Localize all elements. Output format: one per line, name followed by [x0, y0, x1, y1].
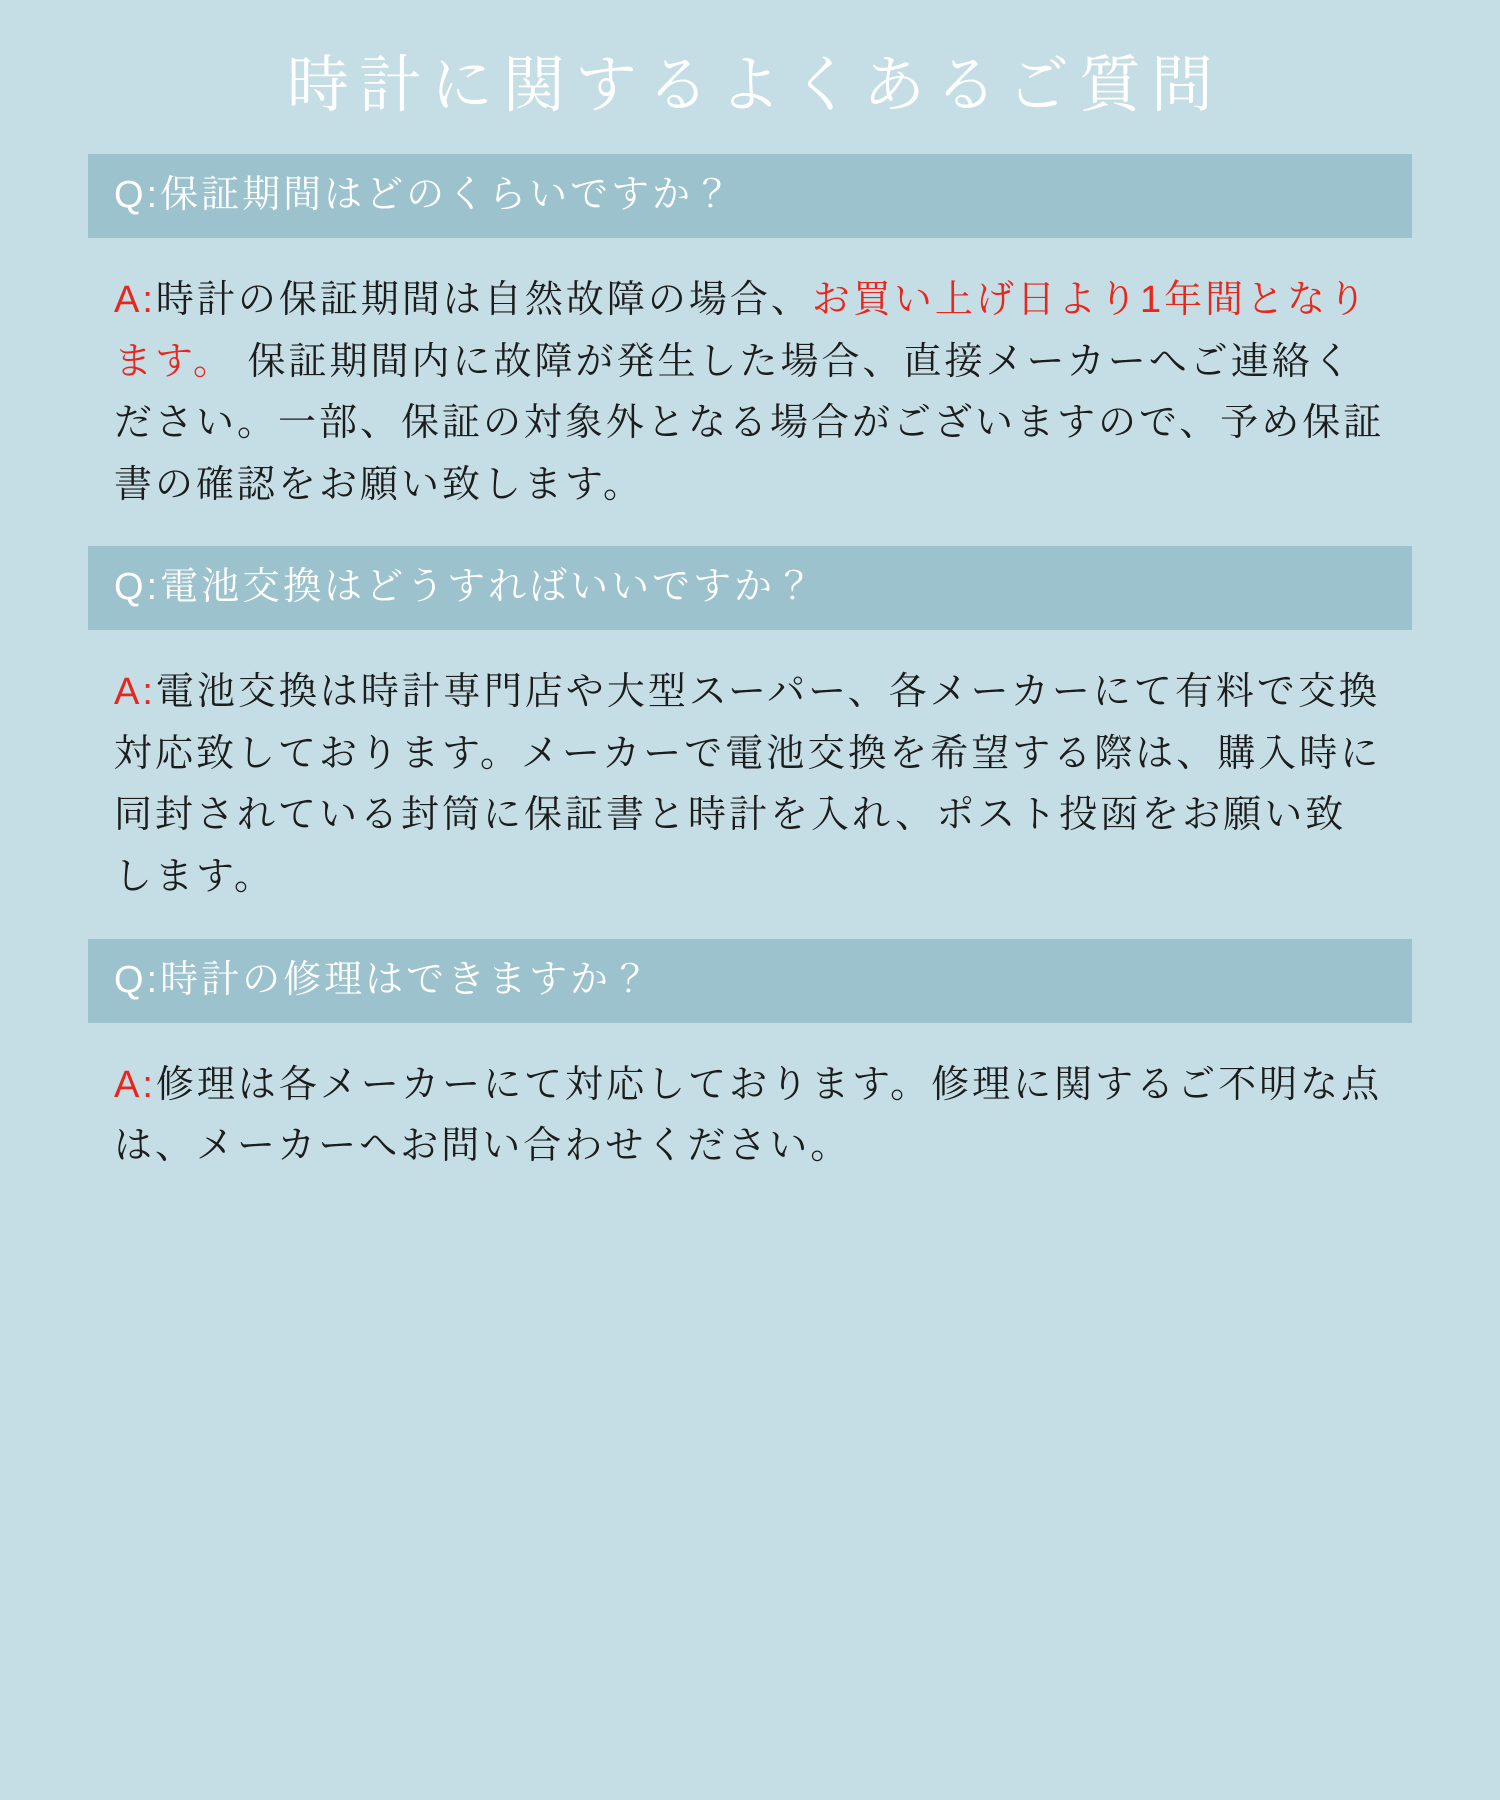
answer-line: 発生した場合、直接メーカーへご連絡ください。 — [114, 340, 1354, 445]
page-title: 時計に関するよくあるご質問 — [286, 51, 1223, 120]
faq-question-3: Q:時計の修理はできますか？ — [88, 939, 1412, 1023]
faq-item — [88, 154, 1412, 546]
faq-answer-2 — [88, 630, 1412, 938]
answer-line: 電池交換は時計専門店や大型スーパー、 — [155, 671, 889, 714]
answer-label: A: — [114, 671, 156, 714]
answer-line: 同封されている封筒に保証書と時計を入れ、 — [114, 794, 937, 837]
answer-label: A: — [114, 1063, 156, 1106]
answer-line: 保証期間内に故障が — [233, 340, 617, 383]
answer-line: 一部、保証の対象外となる場合がございますので、 — [278, 402, 1221, 445]
faq-list — [0, 154, 1500, 1207]
answer-line: 各メーカーにて有料で交換対応致しております。 — [114, 671, 1380, 775]
answer-line: 時計の保証期間は自然故障の場合、 — [155, 279, 812, 322]
answer-line-highlight: お買い上げ — [811, 279, 1017, 322]
answer-line: 修理は各メーカーにて対応しております。 — [155, 1063, 932, 1106]
answer-line: メーカーで電池交換を希望する際は、購入時に — [520, 732, 1382, 775]
answer-line: 合わせください。 — [523, 1125, 852, 1168]
faq-question-2: Q:電池交換はどうすればいいですか？ — [88, 546, 1412, 630]
answer-line: 予め保証書の確認をお願い致します。 — [114, 402, 1385, 506]
faq-answer-1 — [88, 238, 1412, 546]
answer-line: ポスト投函をお願い致します。 — [114, 794, 1347, 899]
faq-item — [88, 939, 1412, 1208]
answer-line-highlight: 日より1年間となります。 — [114, 279, 1370, 383]
faq-answer-3 — [88, 1023, 1412, 1208]
faq-question-1: Q:保証期間はどのくらいですか？ — [88, 154, 1412, 238]
answer-line: 修理に関するご不明な点は、メーカーへお問い — [114, 1063, 1383, 1168]
answer-label: A: — [114, 279, 156, 322]
faq-item — [88, 546, 1412, 938]
